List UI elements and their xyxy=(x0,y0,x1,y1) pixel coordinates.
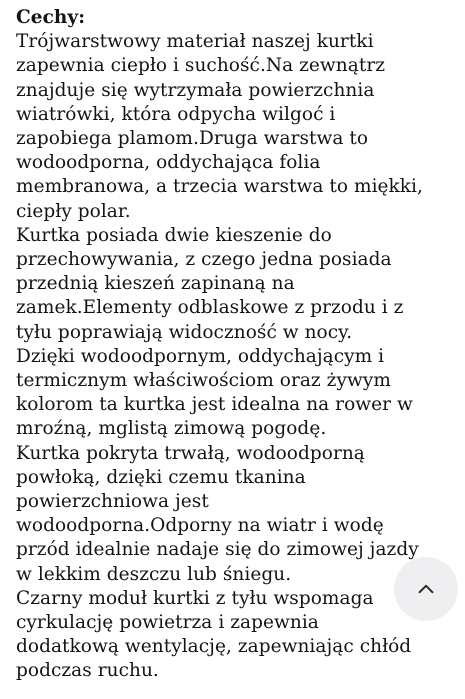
scroll-to-top-button[interactable] xyxy=(394,557,458,621)
description-line: membranowa, a trzecia warstwa to miękki, xyxy=(16,176,423,198)
description-line: ciepły polar. xyxy=(16,200,131,222)
description-line: Kurtka posiada dwie kieszenie do xyxy=(16,224,332,246)
description-line: przednią kieszeń zapinaną na xyxy=(16,273,295,295)
description-line: zamek.Elementy odblaskowe z przodu i z xyxy=(16,297,404,319)
description-line: Kurtka pokryta trwałą, wodoodporną xyxy=(16,442,365,464)
description-line: kolorom ta kurtka jest idealna na rower w xyxy=(16,394,413,416)
description-line: powłoką, dzięki czemu tkanina xyxy=(16,466,306,488)
description-line: w lekkim deszczu lub śniegu. xyxy=(16,563,292,585)
description-line: mroźną, mglistą zimową pogodę. xyxy=(16,418,327,440)
description-line: zapewnia ciepło i suchość.Na zewnątrz xyxy=(16,55,386,77)
description-line: znajduje się wytrzymała powierzchnia xyxy=(16,79,375,101)
chevron-up-icon xyxy=(415,578,437,600)
description-line: cyrkulację powietrza i zapewnia xyxy=(16,612,319,634)
description-line: podczas ruchu. xyxy=(16,660,159,682)
description-line: zapobiega plamom.Druga warstwa to xyxy=(16,128,369,150)
features-heading: Cechy: xyxy=(16,7,86,28)
description-line: Czarny moduł kurtki z tyłu wspomaga xyxy=(16,587,374,609)
description-line: wodoodporna.Odporny na wiatr i wodę xyxy=(16,515,384,537)
description-line: przód idealnie nadaje się do zimowej jazdy xyxy=(16,539,419,561)
description-line: wodoodporna, oddychająca folia xyxy=(16,152,321,174)
description-line: powierzchniowa jest xyxy=(16,491,209,513)
description-line: Dzięki wodoodpornym, oddychającym i xyxy=(16,345,385,367)
description-line: wiatrówki, która odpycha wilgoć i xyxy=(16,103,336,125)
description-line: dodatkową wentylację, zapewniając chłód xyxy=(16,636,412,658)
description-line: Trójwarstwowy materiał naszej kurtki xyxy=(16,31,374,53)
description-line: termicznym właściwościom oraz żywym xyxy=(16,370,391,392)
description-line: tyłu poprawiają widoczność w nocy. xyxy=(16,321,353,343)
description-line: przechowywania, z czego jedna posiada xyxy=(16,249,392,271)
